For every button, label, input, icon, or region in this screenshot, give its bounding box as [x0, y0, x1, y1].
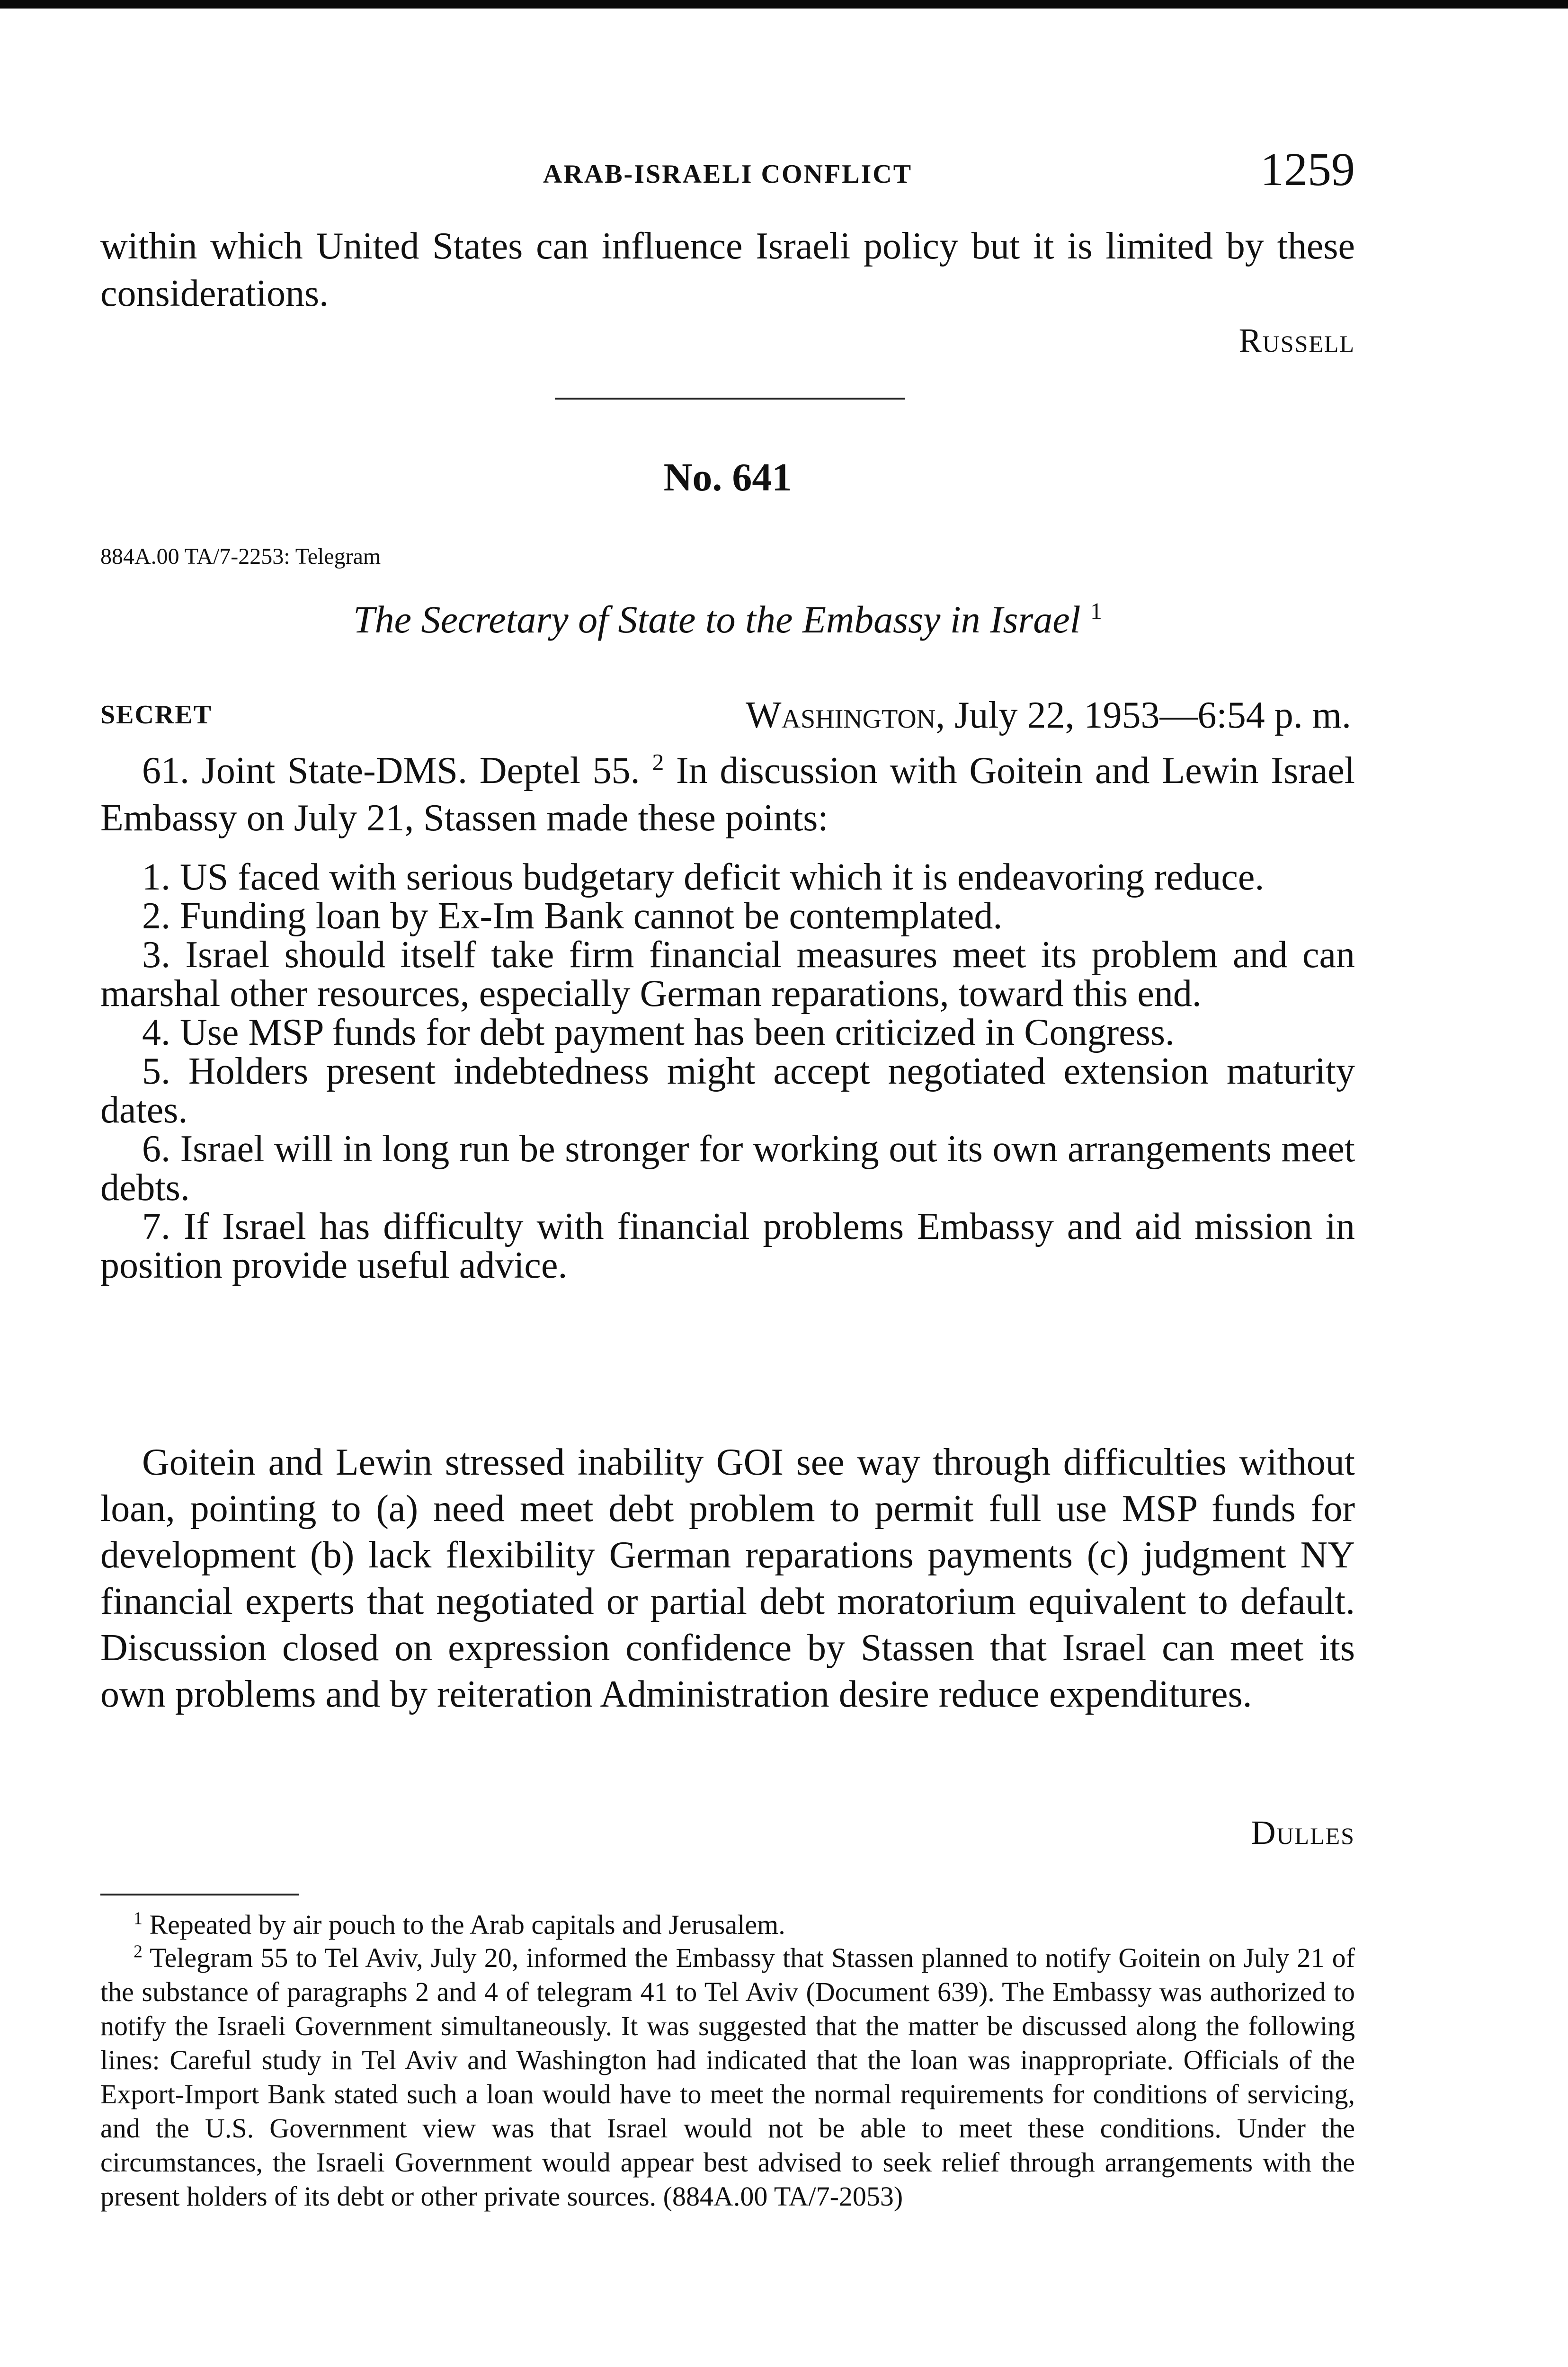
intro-paragraph [100, 747, 1355, 842]
footnote-2 [100, 1941, 1355, 2214]
scan-top-edge [0, 0, 1568, 9]
point-item: 4. Use MSP funds for debt payment has been criticized in Congress. [142, 1012, 1175, 1053]
dateline [746, 694, 1351, 737]
intro-text-end: In discussion with Goitein and Lewin Israel Embassy on July 21, Stassen made these points: [100, 750, 1355, 839]
intro-footnote-ref: 2 [652, 748, 664, 775]
continued-paragraph: within which United States can influence Israeli policy but it is limited by these considerations. [100, 225, 1355, 314]
title-footnote-ref: 1 [1090, 597, 1102, 624]
point-item: 6. Israel will in long run be stronger for working out its own arrangements meet debts. [100, 1128, 1355, 1209]
footnote-rule [100, 1894, 299, 1895]
document-title-text: The Secretary of State to the Embassy in Israel [353, 598, 1081, 641]
footnote-1 [100, 1908, 1355, 1942]
footnote-1-text: Repeated by air pouch to the Arab capitals and Jerusalem. [149, 1909, 785, 1940]
dateline-date: July 22, 1953—6:54 p. m. [954, 694, 1351, 736]
file-reference: 884A.00 TA/7-2253: Telegram [100, 544, 381, 569]
point-item: 2. Funding loan by Ex-Im Bank cannot be contemplated. [142, 895, 1003, 937]
point-item: 7. If Israel has difficulty with financial problems Embassy and aid mission in position provide useful advice. [100, 1206, 1355, 1286]
document-number: No. 641 [663, 455, 792, 499]
running-title: ARAB-ISRAELI CONFLICT [543, 160, 913, 189]
footnote-2-mark: 2 [134, 1941, 143, 1962]
page-number: 1259 [1260, 143, 1355, 196]
point-item: 3. Israel should itself take firm financial measures meet its problem and can marshal other resources, especially German reparations, toward this end. [100, 934, 1355, 1014]
signature-dulles: Dulles [1251, 1814, 1355, 1851]
dateline-place: Washington, [746, 694, 945, 736]
point-item: 5. Holders present indebtedness might accept negotiated extension maturity dates. [100, 1050, 1355, 1131]
footnote-1-mark: 1 [134, 1908, 143, 1929]
section-separator [555, 398, 905, 400]
running-header [100, 142, 1355, 194]
points-list [100, 858, 1355, 1285]
intro-text-start: 61. Joint State-DMS. Deptel 55. [142, 750, 640, 792]
classification-label: SECRET [100, 700, 213, 730]
closing-paragraph: Goitein and Lewin stressed inability GOI see way through difficulties without loan, pointing to (a) need meet debt problem to permit full use MSP funds for development (b) lack flexibility German reparations payments (c) judgment NY financial experts that negotiated or partial debt moratorium equivalent to default. Discussion closed on expression confidence by Stassen that Israel can meet its own problems and by reiteration Administration desire reduce expenditures. [100, 1442, 1355, 1715]
footnote-2-text: Telegram 55 to Tel Aviv, July 20, informed the Embassy that Stassen planned to notify Goitein on July 21 of the substance of paragraphs 2 and 4 of telegram 41 to Tel Aviv (Document 639). The Embassy was authorized to notify the Israeli Government simultaneously. It was suggested that the matter be discussed along the following lines: Careful study in Tel Aviv and Washington had indicated that the loan was inappropriate. Officials of the Export-Import Bank stated such a loan would have to meet the normal requirements for conditions of servicing, and the U.S. Government view was that Israel would not be able to meet these conditions. Under the circumstances, the Israeli Government would appear best advised to seek relief through arrangements with the present holders of its debt or other private sources. (884A.00 TA/7-2053) [100, 1942, 1355, 2212]
point-item: 1. US faced with serious budgetary deficit which it is endeavoring reduce. [142, 856, 1265, 898]
signature-russell: Russell [1238, 321, 1355, 359]
document-title [100, 597, 1355, 642]
